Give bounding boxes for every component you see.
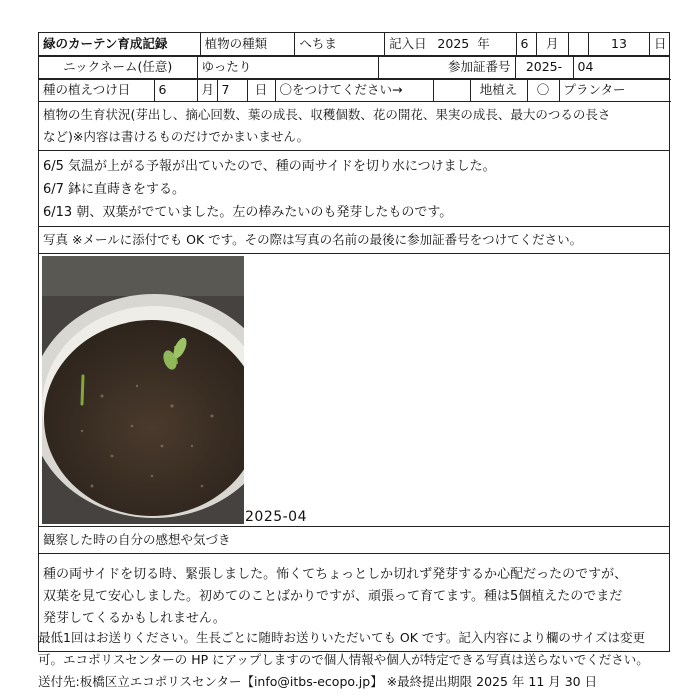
impression-line: 発芽してくるかもしれません。	[43, 610, 226, 626]
participant-number-prefix: 2025-	[515, 56, 573, 78]
seedling-photo	[42, 256, 244, 524]
nickname-row	[39, 56, 669, 79]
planting-month-value[interactable]: 6	[154, 79, 197, 101]
footer-line: 送付先:板橋区立エコポリスセンター【info@itbs-ecopo.jp】 ※最終提出期限 2025 年 11 月 30 日	[38, 674, 598, 689]
plant-type-label: 植物の種類	[200, 33, 295, 55]
planting-day-unit: 日	[247, 79, 275, 101]
planting-month-unit: 月	[197, 79, 217, 101]
growth-notes[interactable]	[39, 150, 669, 226]
plant-type-value[interactable]: へちま	[295, 33, 385, 55]
photo-caption: 2025-04	[245, 508, 307, 525]
note-line: 6/13 朝、双葉がでていました。左の棒みたいのも発芽したものです。	[43, 204, 453, 220]
entry-month-value[interactable]: 6	[516, 33, 536, 55]
planter-label: プランター	[559, 79, 671, 101]
nickname-label: ニックネーム(任意)	[39, 56, 197, 78]
entry-month-unit: 月	[536, 33, 568, 55]
seedling-photo-image	[42, 256, 244, 524]
blank-cell	[433, 79, 470, 101]
participant-number-label: 参加証番号	[378, 56, 515, 78]
entry-year-unit: 年	[473, 33, 516, 55]
participant-number-value[interactable]: 04	[573, 56, 669, 78]
impression-line: 双葉を見て安心しました。初めてのことばかりですが、頑張って育てます。種は5個植えたのでまだ	[43, 588, 623, 604]
footer-line: 可。エコポリスセンターの HP にアップしますので個人情報や個人が特定できる写真は送らないでください。	[38, 652, 649, 667]
form-title: 緑のカーテン育成記録	[39, 33, 200, 55]
ground-planting-mark[interactable]: 〇	[527, 79, 559, 101]
header-row	[39, 33, 669, 56]
note-line: 6/7 鉢に直蒔きをする。	[43, 181, 186, 197]
impression-label: 観察した時の自分の感想や気づき	[39, 526, 669, 553]
planting-day-value[interactable]: 7	[217, 79, 247, 101]
entry-date-label: 記入日	[385, 33, 432, 55]
growth-instruction-line: など)※内容は書けるものだけでかまいません。	[43, 128, 310, 144]
spacer-cell	[568, 33, 588, 55]
note-line: 6/5 気温が上がる予報が出ていたので、種の両サイドを切り水につけました。	[43, 158, 496, 174]
entry-year-value[interactable]: 2025	[431, 33, 473, 55]
footer-line: 最低1回はお送りください。生長ごとに随時お送りいただいても OK です。記入内容により欄のサイズは変更	[38, 630, 645, 645]
entry-day-unit: 日	[650, 33, 669, 55]
impression-line: 種の両サイドを切る時、緊張しました。怖くてちょっとしか切れず発芽するか心配だったのですが、	[43, 566, 628, 582]
ground-planting-label: 地植え	[470, 79, 527, 101]
entry-day-value[interactable]: 13	[588, 33, 649, 55]
planting-row	[39, 79, 671, 102]
growth-instruction-line: 植物の生育状況(芽出し、摘心回数、葉の成長、収穫個数、花の開花、果実の成長、最大のつるの長さ	[43, 106, 611, 122]
photo-area	[39, 253, 669, 526]
nickname-value[interactable]: ゆったり	[197, 56, 378, 78]
photo-instruction: 写真 ※メールに添付でも OK です。その際は写真の名前の最後に参加証番号をつけてください。	[39, 226, 669, 253]
growth-instruction	[39, 102, 669, 150]
growth-record-form	[38, 32, 670, 652]
circle-instruction: 〇をつけてください→	[275, 79, 433, 101]
footer-notes	[38, 627, 678, 693]
planting-date-label: 種の植えつけ日	[39, 79, 154, 101]
